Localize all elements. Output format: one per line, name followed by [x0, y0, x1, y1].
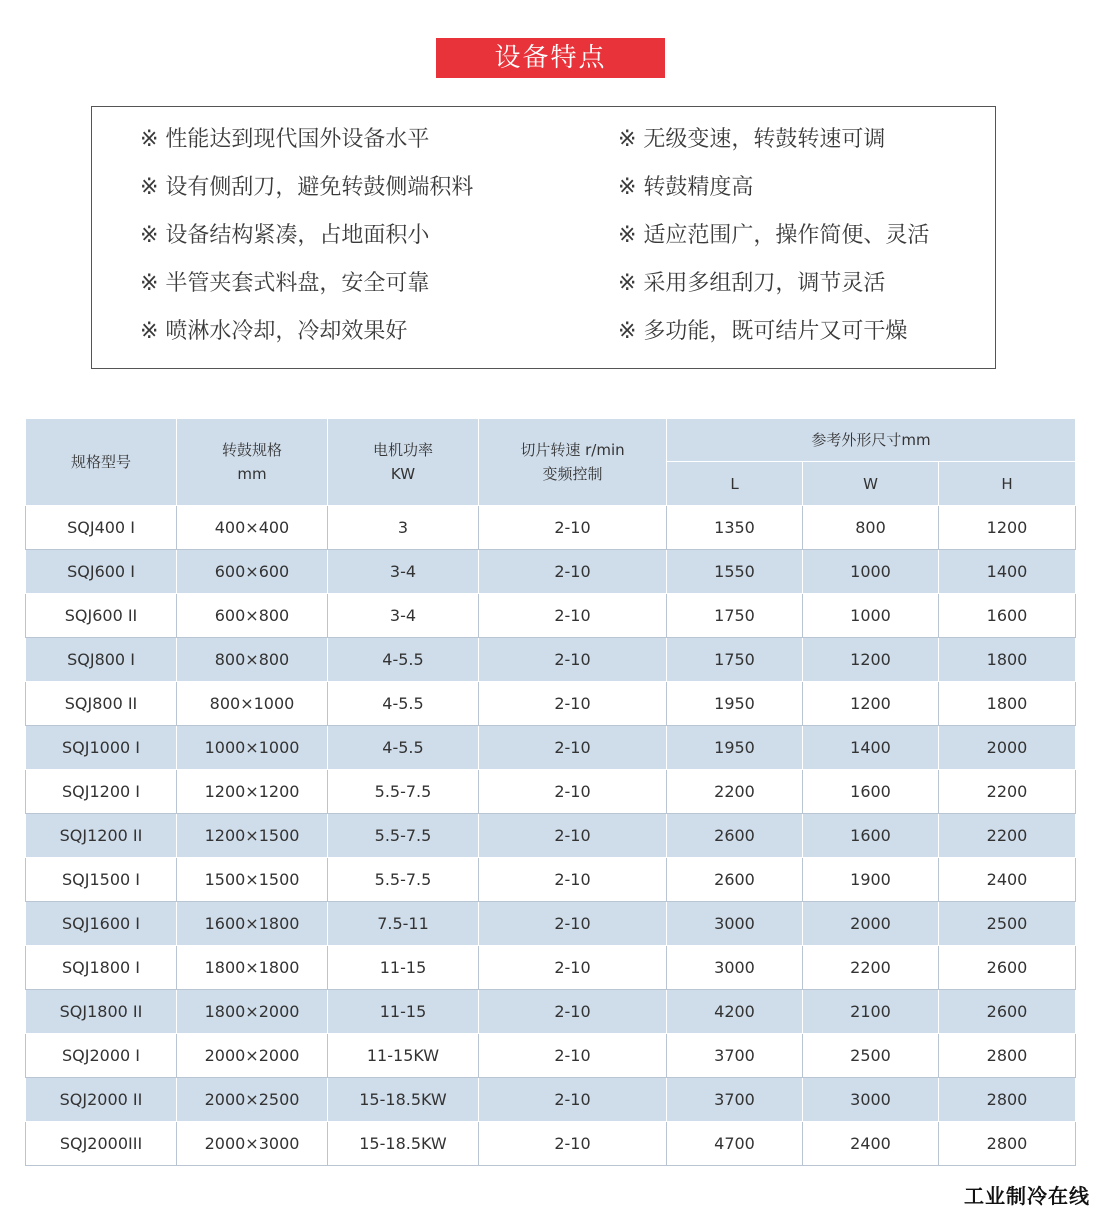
cell-length: 2600 [667, 814, 803, 858]
cell-model: SQJ1800 II [26, 990, 177, 1034]
cell-drum: 2000×2000 [177, 1034, 328, 1078]
cell-height: 2400 [939, 858, 1076, 902]
cell-height: 2800 [939, 1122, 1076, 1166]
feature-item: ※ 采用多组刮刀，调节灵活 [618, 271, 886, 296]
cell-length: 2200 [667, 770, 803, 814]
cell-height: 2200 [939, 814, 1076, 858]
cell-height: 2600 [939, 990, 1076, 1034]
cell-drum: 2000×3000 [177, 1122, 328, 1166]
table-row [26, 902, 1076, 946]
cell-model: SQJ1200 I [26, 770, 177, 814]
header-width: W [803, 462, 939, 506]
cell-power: 11-15KW [328, 1034, 479, 1078]
cell-model: SQJ1200 II [26, 814, 177, 858]
cell-width: 1600 [803, 814, 939, 858]
cell-drum: 1600×1800 [177, 902, 328, 946]
cell-length: 1950 [667, 682, 803, 726]
cell-width: 1900 [803, 858, 939, 902]
cell-speed: 2-10 [479, 638, 667, 682]
cell-length: 1350 [667, 506, 803, 550]
cell-height: 2200 [939, 770, 1076, 814]
cell-speed: 2-10 [479, 946, 667, 990]
cell-power: 11-15 [328, 990, 479, 1034]
table-row [26, 1034, 1076, 1078]
cell-drum: 800×800 [177, 638, 328, 682]
feature-item: ※ 喷淋水冷却，冷却效果好 [140, 319, 408, 344]
cell-length: 2600 [667, 858, 803, 902]
cell-length: 1750 [667, 638, 803, 682]
cell-width: 1000 [803, 594, 939, 638]
watermark: 工业制冷在线 [964, 1184, 1090, 1208]
cell-drum: 1200×1500 [177, 814, 328, 858]
cell-height: 2000 [939, 726, 1076, 770]
table-row [26, 770, 1076, 814]
cell-speed: 2-10 [479, 682, 667, 726]
cell-width: 1400 [803, 726, 939, 770]
table-row [26, 638, 1076, 682]
table-row [26, 682, 1076, 726]
cell-height: 1800 [939, 638, 1076, 682]
cell-width: 2500 [803, 1034, 939, 1078]
table-row [26, 1078, 1076, 1122]
feature-item: ※ 适应范围广，操作简便、灵活 [618, 223, 930, 248]
cell-speed: 2-10 [479, 594, 667, 638]
spec-table [25, 418, 1076, 1166]
header-drum: 转鼓规格 mm [177, 419, 328, 506]
cell-speed: 2-10 [479, 770, 667, 814]
cell-drum: 400×400 [177, 506, 328, 550]
feature-item: ※ 多功能，既可结片又可干燥 [618, 319, 908, 344]
cell-drum: 1800×2000 [177, 990, 328, 1034]
cell-width: 1200 [803, 638, 939, 682]
cell-width: 800 [803, 506, 939, 550]
cell-length: 4200 [667, 990, 803, 1034]
header-power: 电机功率 KW [328, 419, 479, 506]
table-row [26, 506, 1076, 550]
table-row [26, 594, 1076, 638]
cell-speed: 2-10 [479, 814, 667, 858]
cell-length: 3700 [667, 1034, 803, 1078]
table-row [26, 946, 1076, 990]
cell-speed: 2-10 [479, 726, 667, 770]
cell-width: 1200 [803, 682, 939, 726]
cell-speed: 2-10 [479, 550, 667, 594]
cell-length: 1550 [667, 550, 803, 594]
cell-model: SQJ2000 I [26, 1034, 177, 1078]
header-speed: 切片转速 r/min 变频控制 [479, 419, 667, 506]
cell-height: 1600 [939, 594, 1076, 638]
cell-height: 2800 [939, 1034, 1076, 1078]
cell-power: 3-4 [328, 550, 479, 594]
cell-length: 1950 [667, 726, 803, 770]
header-model: 规格型号 [26, 419, 177, 506]
cell-model: SQJ800 I [26, 638, 177, 682]
cell-model: SQJ600 I [26, 550, 177, 594]
header-length: L [667, 462, 803, 506]
cell-width: 1000 [803, 550, 939, 594]
cell-power: 11-15 [328, 946, 479, 990]
cell-drum: 600×800 [177, 594, 328, 638]
cell-height: 2800 [939, 1078, 1076, 1122]
cell-speed: 2-10 [479, 1078, 667, 1122]
header-height: H [939, 462, 1076, 506]
cell-model: SQJ400 I [26, 506, 177, 550]
cell-height: 1800 [939, 682, 1076, 726]
cell-speed: 2-10 [479, 1122, 667, 1166]
features-box [91, 106, 996, 369]
cell-model: SQJ800 II [26, 682, 177, 726]
cell-height: 2600 [939, 946, 1076, 990]
cell-drum: 1000×1000 [177, 726, 328, 770]
feature-item: ※ 设备结构紧凑，占地面积小 [140, 223, 430, 248]
cell-drum: 600×600 [177, 550, 328, 594]
cell-drum: 2000×2500 [177, 1078, 328, 1122]
cell-length: 3000 [667, 902, 803, 946]
cell-power: 3-4 [328, 594, 479, 638]
feature-item: ※ 转鼓精度高 [618, 175, 754, 200]
cell-drum: 1200×1200 [177, 770, 328, 814]
cell-power: 15-18.5KW [328, 1078, 479, 1122]
table-row [26, 550, 1076, 594]
cell-power: 4-5.5 [328, 682, 479, 726]
cell-width: 2400 [803, 1122, 939, 1166]
cell-speed: 2-10 [479, 858, 667, 902]
cell-model: SQJ1500 I [26, 858, 177, 902]
table-row [26, 814, 1076, 858]
cell-model: SQJ2000III [26, 1122, 177, 1166]
cell-height: 2500 [939, 902, 1076, 946]
cell-width: 3000 [803, 1078, 939, 1122]
table-row [26, 990, 1076, 1034]
cell-width: 1600 [803, 770, 939, 814]
cell-speed: 2-10 [479, 1034, 667, 1078]
cell-power: 4-5.5 [328, 638, 479, 682]
table-row [26, 858, 1076, 902]
cell-width: 2000 [803, 902, 939, 946]
cell-model: SQJ1000 I [26, 726, 177, 770]
cell-length: 3700 [667, 1078, 803, 1122]
cell-power: 5.5-7.5 [328, 858, 479, 902]
cell-power: 15-18.5KW [328, 1122, 479, 1166]
cell-length: 1750 [667, 594, 803, 638]
cell-model: SQJ1800 I [26, 946, 177, 990]
cell-speed: 2-10 [479, 990, 667, 1034]
cell-power: 4-5.5 [328, 726, 479, 770]
cell-power: 5.5-7.5 [328, 770, 479, 814]
header-dimensions: 参考外形尺寸mm [667, 419, 1076, 462]
cell-power: 5.5-7.5 [328, 814, 479, 858]
table-row [26, 726, 1076, 770]
cell-model: SQJ1600 I [26, 902, 177, 946]
cell-height: 1200 [939, 506, 1076, 550]
feature-item: ※ 性能达到现代国外设备水平 [140, 127, 430, 152]
cell-power: 3 [328, 506, 479, 550]
cell-model: SQJ2000 II [26, 1078, 177, 1122]
cell-width: 2200 [803, 946, 939, 990]
cell-drum: 1500×1500 [177, 858, 328, 902]
cell-width: 2100 [803, 990, 939, 1034]
cell-length: 4700 [667, 1122, 803, 1166]
section-title: 设备特点 [436, 38, 665, 78]
feature-item: ※ 半管夹套式料盘，安全可靠 [140, 271, 430, 296]
feature-item: ※ 无级变速，转鼓转速可调 [618, 127, 886, 152]
cell-model: SQJ600 II [26, 594, 177, 638]
cell-drum: 1800×1800 [177, 946, 328, 990]
cell-height: 1400 [939, 550, 1076, 594]
cell-power: 7.5-11 [328, 902, 479, 946]
cell-drum: 800×1000 [177, 682, 328, 726]
cell-speed: 2-10 [479, 506, 667, 550]
table-row [26, 1122, 1076, 1166]
feature-item: ※ 设有侧刮刀，避免转鼓侧端积料 [140, 175, 474, 200]
cell-speed: 2-10 [479, 902, 667, 946]
cell-length: 3000 [667, 946, 803, 990]
